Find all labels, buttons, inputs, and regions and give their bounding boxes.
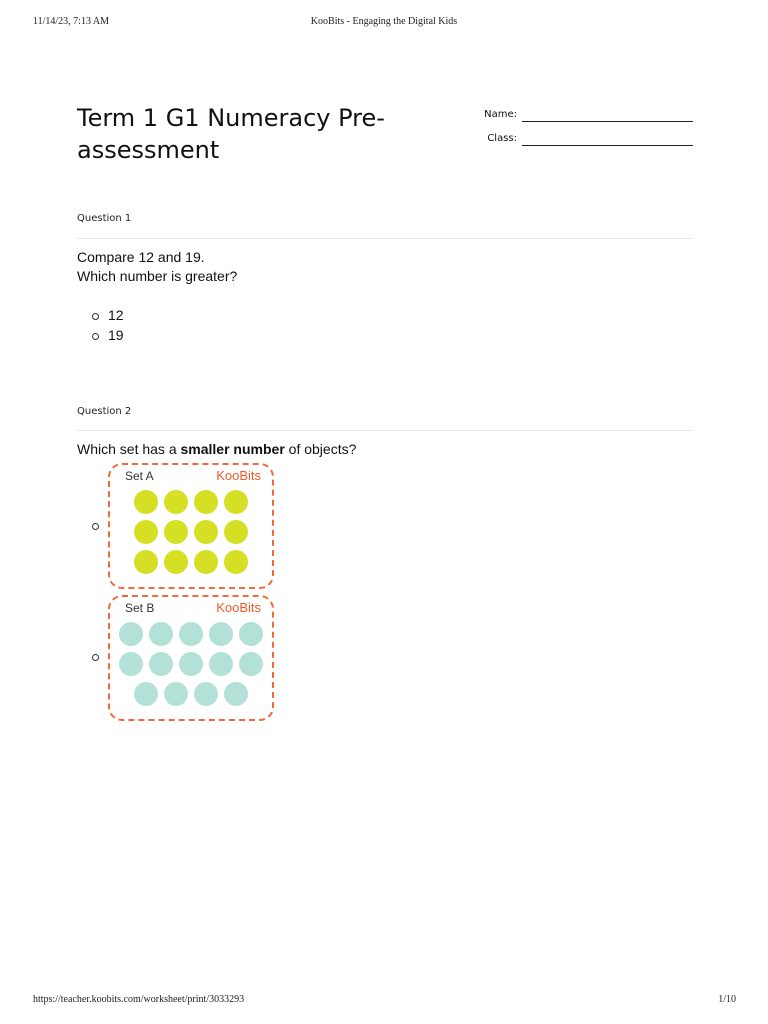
koobits-logo: KooBits [216, 600, 261, 615]
print-url: https://teacher.koobits.com/worksheet/print/3033293 [33, 994, 245, 1005]
set-b-object-dot [224, 682, 248, 706]
set-b-object-dot [119, 652, 143, 676]
set-a-card[interactable] [108, 463, 274, 589]
set-a-object-dot [164, 520, 188, 544]
set-a-object-dot [134, 520, 158, 544]
set-b-label: Set B [125, 601, 155, 615]
set-b-object-dot [164, 682, 188, 706]
question-2-divider [77, 430, 693, 431]
question-2-text [77, 440, 356, 459]
set-b-object-dot [209, 652, 233, 676]
set-b-object-dot [179, 622, 203, 646]
set-a-object-dot [134, 490, 158, 514]
question-2-label: Question 2 [77, 406, 132, 417]
print-header [0, 16, 768, 30]
set-a-object-dot [224, 550, 248, 574]
set-b-object-dot [149, 622, 173, 646]
set-a-object-dot [194, 520, 218, 544]
print-page-title: KooBits - Engaging the Digital Kids [310, 16, 458, 27]
print-datetime: 11/14/23, 7:13 AM [33, 16, 110, 27]
worksheet-title: Term 1 G1 Numeracy Pre-assessment [77, 104, 385, 164]
print-page-number: 1/10 [718, 994, 736, 1005]
question-1-label: Question 1 [77, 213, 132, 224]
question-1-line-1: Compare 12 and 19. [77, 249, 205, 265]
name-label: Name: [484, 109, 517, 120]
set-b-object-dot [239, 622, 263, 646]
set-b-object-dot [209, 622, 233, 646]
set-a-object-dot [194, 550, 218, 574]
question-2-text-bold: smaller number [180, 441, 285, 457]
radio-icon[interactable] [92, 333, 99, 340]
class-label: Class: [487, 133, 517, 144]
set-b-object-dot [179, 652, 203, 676]
question-1-divider [77, 238, 693, 239]
set-b-card[interactable] [108, 595, 274, 721]
option-label: 19 [108, 327, 124, 343]
print-footer [0, 994, 768, 1008]
question-2-option-b-radio[interactable] [92, 654, 99, 661]
set-b-object-dot [239, 652, 263, 676]
koobits-logo: KooBits [216, 468, 261, 483]
set-b-object-dot [194, 682, 218, 706]
question-2-text-before: Which set has a [77, 441, 181, 457]
name-field [478, 109, 693, 127]
set-a-object-dot [164, 550, 188, 574]
set-a-object-dot [134, 550, 158, 574]
class-line [522, 145, 693, 146]
class-field [478, 133, 693, 151]
name-line [522, 121, 693, 122]
set-b-object-dot [119, 622, 143, 646]
question-2-text-after: of objects? [284, 441, 357, 457]
set-b-object-dot [134, 682, 158, 706]
set-b-object-dot [149, 652, 173, 676]
set-a-object-dot [224, 520, 248, 544]
set-a-object-dot [224, 490, 248, 514]
radio-icon[interactable] [92, 313, 99, 320]
option-label: 12 [108, 307, 124, 323]
set-a-label: Set A [125, 469, 154, 483]
set-a-object-dot [194, 490, 218, 514]
question-1-line-2: Which number is greater? [77, 268, 238, 284]
set-a-object-dot [164, 490, 188, 514]
question-2-option-a-radio[interactable] [92, 523, 99, 530]
